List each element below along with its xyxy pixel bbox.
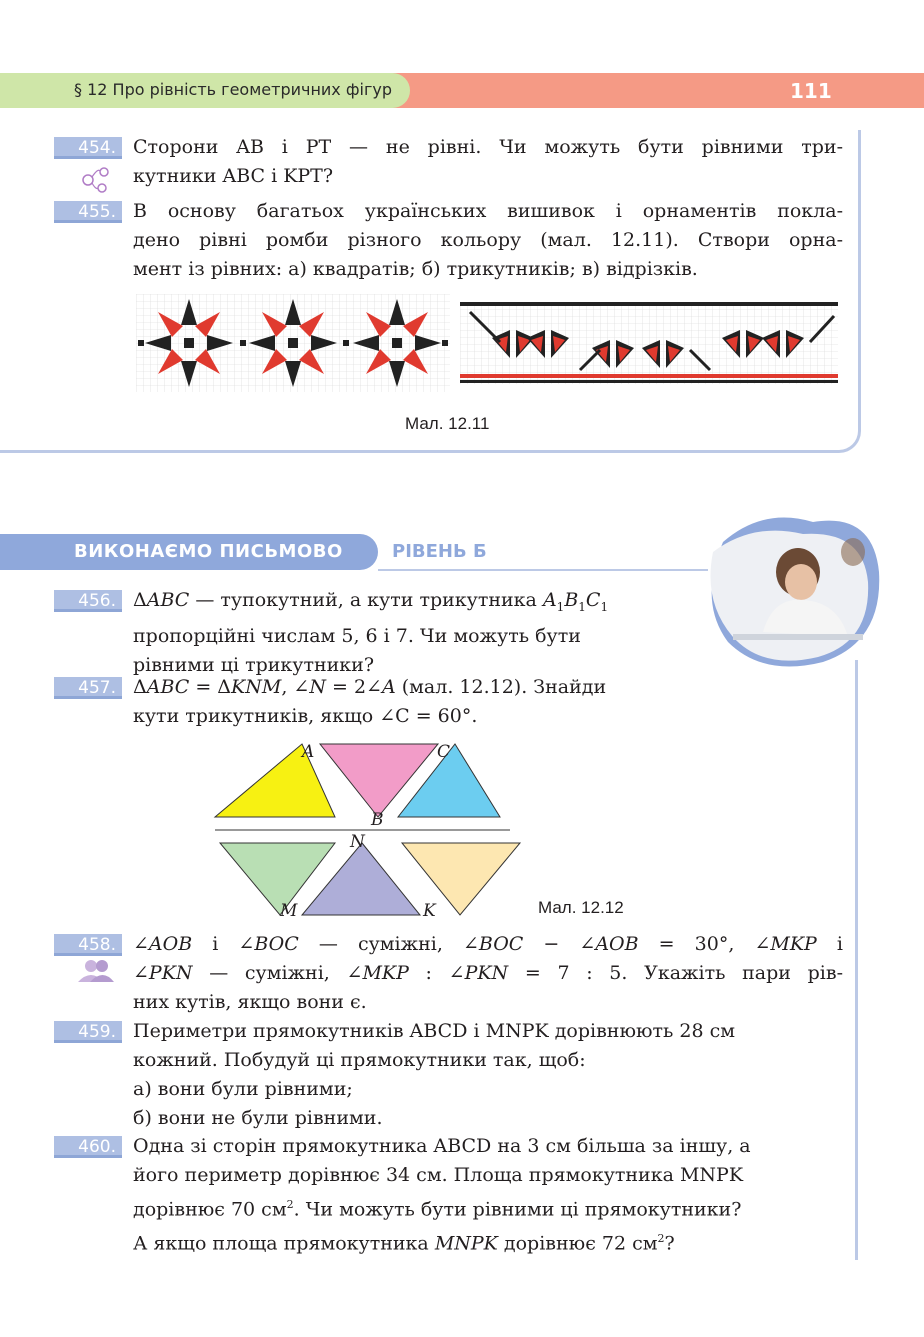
ornament-border [460,302,838,384]
task-459-text [133,1017,843,1133]
task-456-text [133,586,677,680]
task-459-line4: б) вони не були рівними. [133,1107,383,1129]
task-455-line3: мент із рівних: а) квадратів; б) трикутників; в) відрізків. [133,258,698,280]
level-underline [378,569,708,571]
task-459-line1: Периметри прямокутників ABCD і MNPK дорівнюють 28 см [133,1020,736,1042]
task-457-text [133,673,681,731]
task-460-line4: А якщо площа прямокутника MNPK дорівнює 72 $см^2$? [133,1232,675,1255]
task-460-line2: його периметр дорівнює 34 см. Площа прямокутника MNPK [133,1164,744,1186]
right-margin-rule [855,660,858,1260]
task-number-455: 455. [54,201,122,223]
task-454-line2: кутники ABC і KPT? [133,165,334,187]
header-page-bar [380,73,924,108]
task-number-459: 459. [54,1021,122,1043]
label-M: M [280,901,298,921]
task-456-line2: пропорційні числам 5, 6 і 7. Чи можуть бути [133,624,581,647]
figure-12-12-caption: Мал. 12.12 [538,898,624,917]
task-456-line3: рівними ці трикутники? [133,653,375,676]
student-photo [703,512,881,670]
task-458-line3: них кутів, якщо вони є. [133,991,367,1013]
task-460-line1: Одна зі сторін прямокутника ABCD на 3 см більша за іншу, а [133,1135,751,1157]
figure-12-11-caption: Мал. 12.11 [405,414,490,433]
task-number-457: 457. [54,677,122,699]
task-458-line2: ∠PKN — суміжні, ∠MKP : ∠PKN = 7 : 5. Укажіть пари рів- [133,962,843,984]
task-460-text [133,1132,843,1259]
task-455-line1: В основу багатьох українських вишивок і орнаментів покла- [133,200,843,222]
task-460-line3: дорівнює 70 $см^2$. Чи можуть бути рівними ці прямокутники? [133,1198,742,1221]
task-number-458: 458. [54,934,122,956]
section-title: § 12 Про рівність геометричних фігур [74,80,393,99]
task-454-line1: Сторони AB і PT — не рівні. Чи можуть бути рівними три- [133,136,843,158]
label-A: A [302,742,315,762]
label-K: K [423,901,436,921]
label-B: B [371,810,384,830]
task-455-line2: дено рівні ромби різного кольору (мал. 12.11). Створи орна- [133,229,843,251]
task-459-line2: кожний. Побудуй ці прямокутники так, щоб: [133,1049,586,1071]
task-454-text [133,133,843,191]
label-C: C [437,742,451,762]
ornament-stars [136,294,450,392]
pair-work-icon [78,162,114,196]
task-number-456: 456. [54,590,122,612]
task-number-454: 454. [54,137,122,159]
task-458-text [133,930,843,1017]
triangles-figure [210,740,530,920]
task-455-text [133,197,843,284]
task-456-line1: ΔABC — тупокутний, а кути трикутника $A_1B_1C_1$ [133,589,609,614]
task-457-line2: кути трикутників, якщо ∠C = 60°. [133,705,478,727]
label-N: N [350,832,365,852]
task-458-line1: ∠AOB і ∠BOC — суміжні, ∠BOC − ∠AOB = 30°, ∠MKP і [133,933,843,955]
section-heading: ВИКОНАЄМО ПИСЬМОВО [74,541,343,562]
task-457-line1: ΔABC = ΔKNM, ∠N = 2∠A (мал. 12.12). Знайди [133,676,607,698]
level-label: РІВЕНЬ Б [392,541,487,562]
task-459-line3: а) вони були рівними; [133,1078,353,1100]
task-number-460: 460. [54,1136,122,1158]
page-number: 111 [790,79,832,103]
group-work-icon [76,958,116,984]
